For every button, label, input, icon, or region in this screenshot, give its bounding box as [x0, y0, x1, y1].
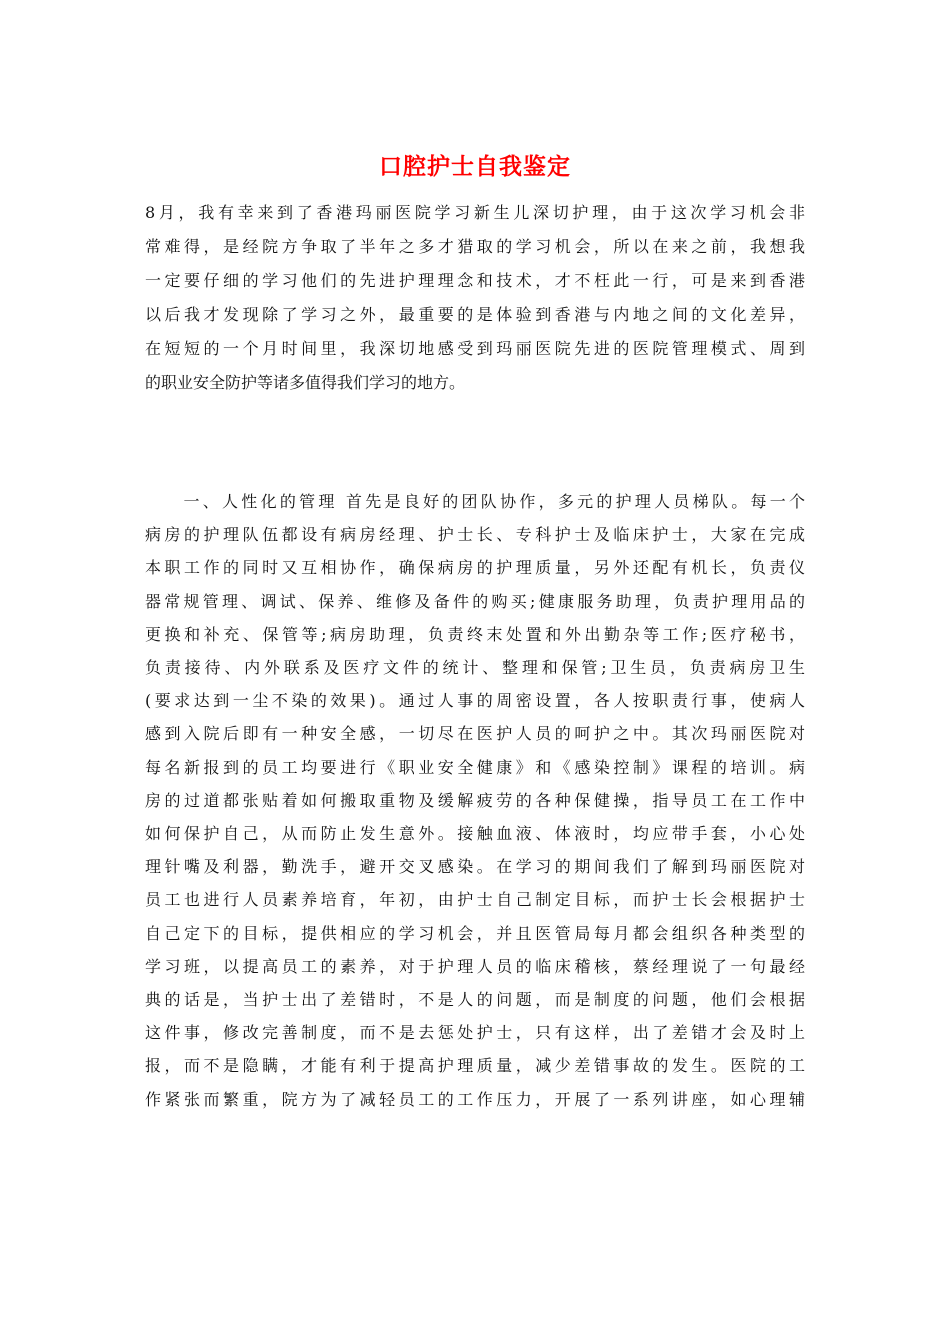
- document-title: 口腔护士自我鉴定: [379, 153, 571, 180]
- text-line: 一定要仔细的学习他们的先进护理理念和技术，才不枉此一行，可是来到香港: [145, 271, 805, 290]
- text-line: 本职工作的同时又互相协作，确保病房的护理质量，另外还配有机长，负责仪: [145, 558, 805, 578]
- text-line: 报，而不是隐瞒，才能有利于提高护理质量，减少差错事故的发生。医院的工: [145, 1056, 805, 1076]
- text-line: 理针嘴及利器，勤洗手，避开交叉感染。在学习的期间我们了解到玛丽医院对: [145, 857, 805, 877]
- text-line: 典的话是，当护士出了差错时，不是人的问题，而是制度的问题，他们会根据: [145, 990, 805, 1010]
- text-line: 器常规管理、调试、保养、维修及备件的购买;健康服务助理，负责护理用品的: [145, 591, 805, 611]
- text-line: 一、人性化的管理 首先是良好的团队协作，多元的护理人员梯队。每一个: [145, 492, 805, 511]
- text-line: 如何保护自己，从而防止发生意外。接触血液、体液时，均应带手套，小心处: [145, 824, 805, 844]
- text-line: 以后我才发现除了学习之外，最重要的是体验到香港与内地之间的文化差异，: [145, 305, 805, 324]
- text-line: 8月，我有幸来到了香港玛丽医院学习新生儿深切护理，由于这次学习机会非: [145, 203, 805, 222]
- text-line: 常难得，是经院方争取了半年之多才猎取的学习机会，所以在来之前，我想我: [145, 237, 805, 256]
- text-line: 自己定下的目标，提供相应的学习机会，并且医管局每月都会组织各种类型的: [145, 923, 805, 943]
- text-line: 作紧张而繁重，院方为了减轻员工的工作压力，开展了一系列讲座，如心理辅: [145, 1089, 805, 1109]
- text-line: 在短短的一个月时间里，我深切地感受到玛丽医院先进的医院管理模式、周到: [145, 339, 805, 358]
- text-line: (要求达到一尘不染的效果)。通过人事的周密设置，各人按职责行事，使病人: [145, 691, 805, 711]
- paragraph-section-one: [145, 485, 805, 1116]
- text-line: 病房的护理队伍都设有病房经理、护士长、专科护士及临床护士，大家在完成: [145, 525, 805, 545]
- paragraph-intro: [145, 196, 805, 400]
- text-line: 的职业安全防护等诸多值得我们学习的地方。: [145, 373, 466, 392]
- text-line: 更换和补充、保管等;病房助理，负责终末处置和外出勤杂等工作;医疗秘书，: [145, 624, 805, 644]
- text-line: 这件事，修改完善制度，而不是去惩处护士，只有这样，出了差错才会及时上: [145, 1023, 805, 1043]
- text-line: 员工也进行人员素养培育，年初，由护士自己制定目标，而护士长会根据护士: [145, 890, 805, 910]
- text-line: 每名新报到的员工均要进行《职业安全健康》和《感染控制》课程的培训。病: [145, 757, 805, 777]
- text-line: 房的过道都张贴着如何搬取重物及缓解疲劳的各种保健操，指导员工在工作中: [145, 790, 805, 810]
- text-line: 学习班，以提高员工的素养，对于护理人员的临床稽核，蔡经理说了一句最经: [145, 956, 805, 976]
- text-line: 负责接待、内外联系及医疗文件的统计、整理和保管;卫生员，负责病房卫生: [145, 658, 805, 678]
- text-line: 感到入院后即有一种安全感，一切尽在医护人员的呵护之中。其次玛丽医院对: [145, 724, 805, 744]
